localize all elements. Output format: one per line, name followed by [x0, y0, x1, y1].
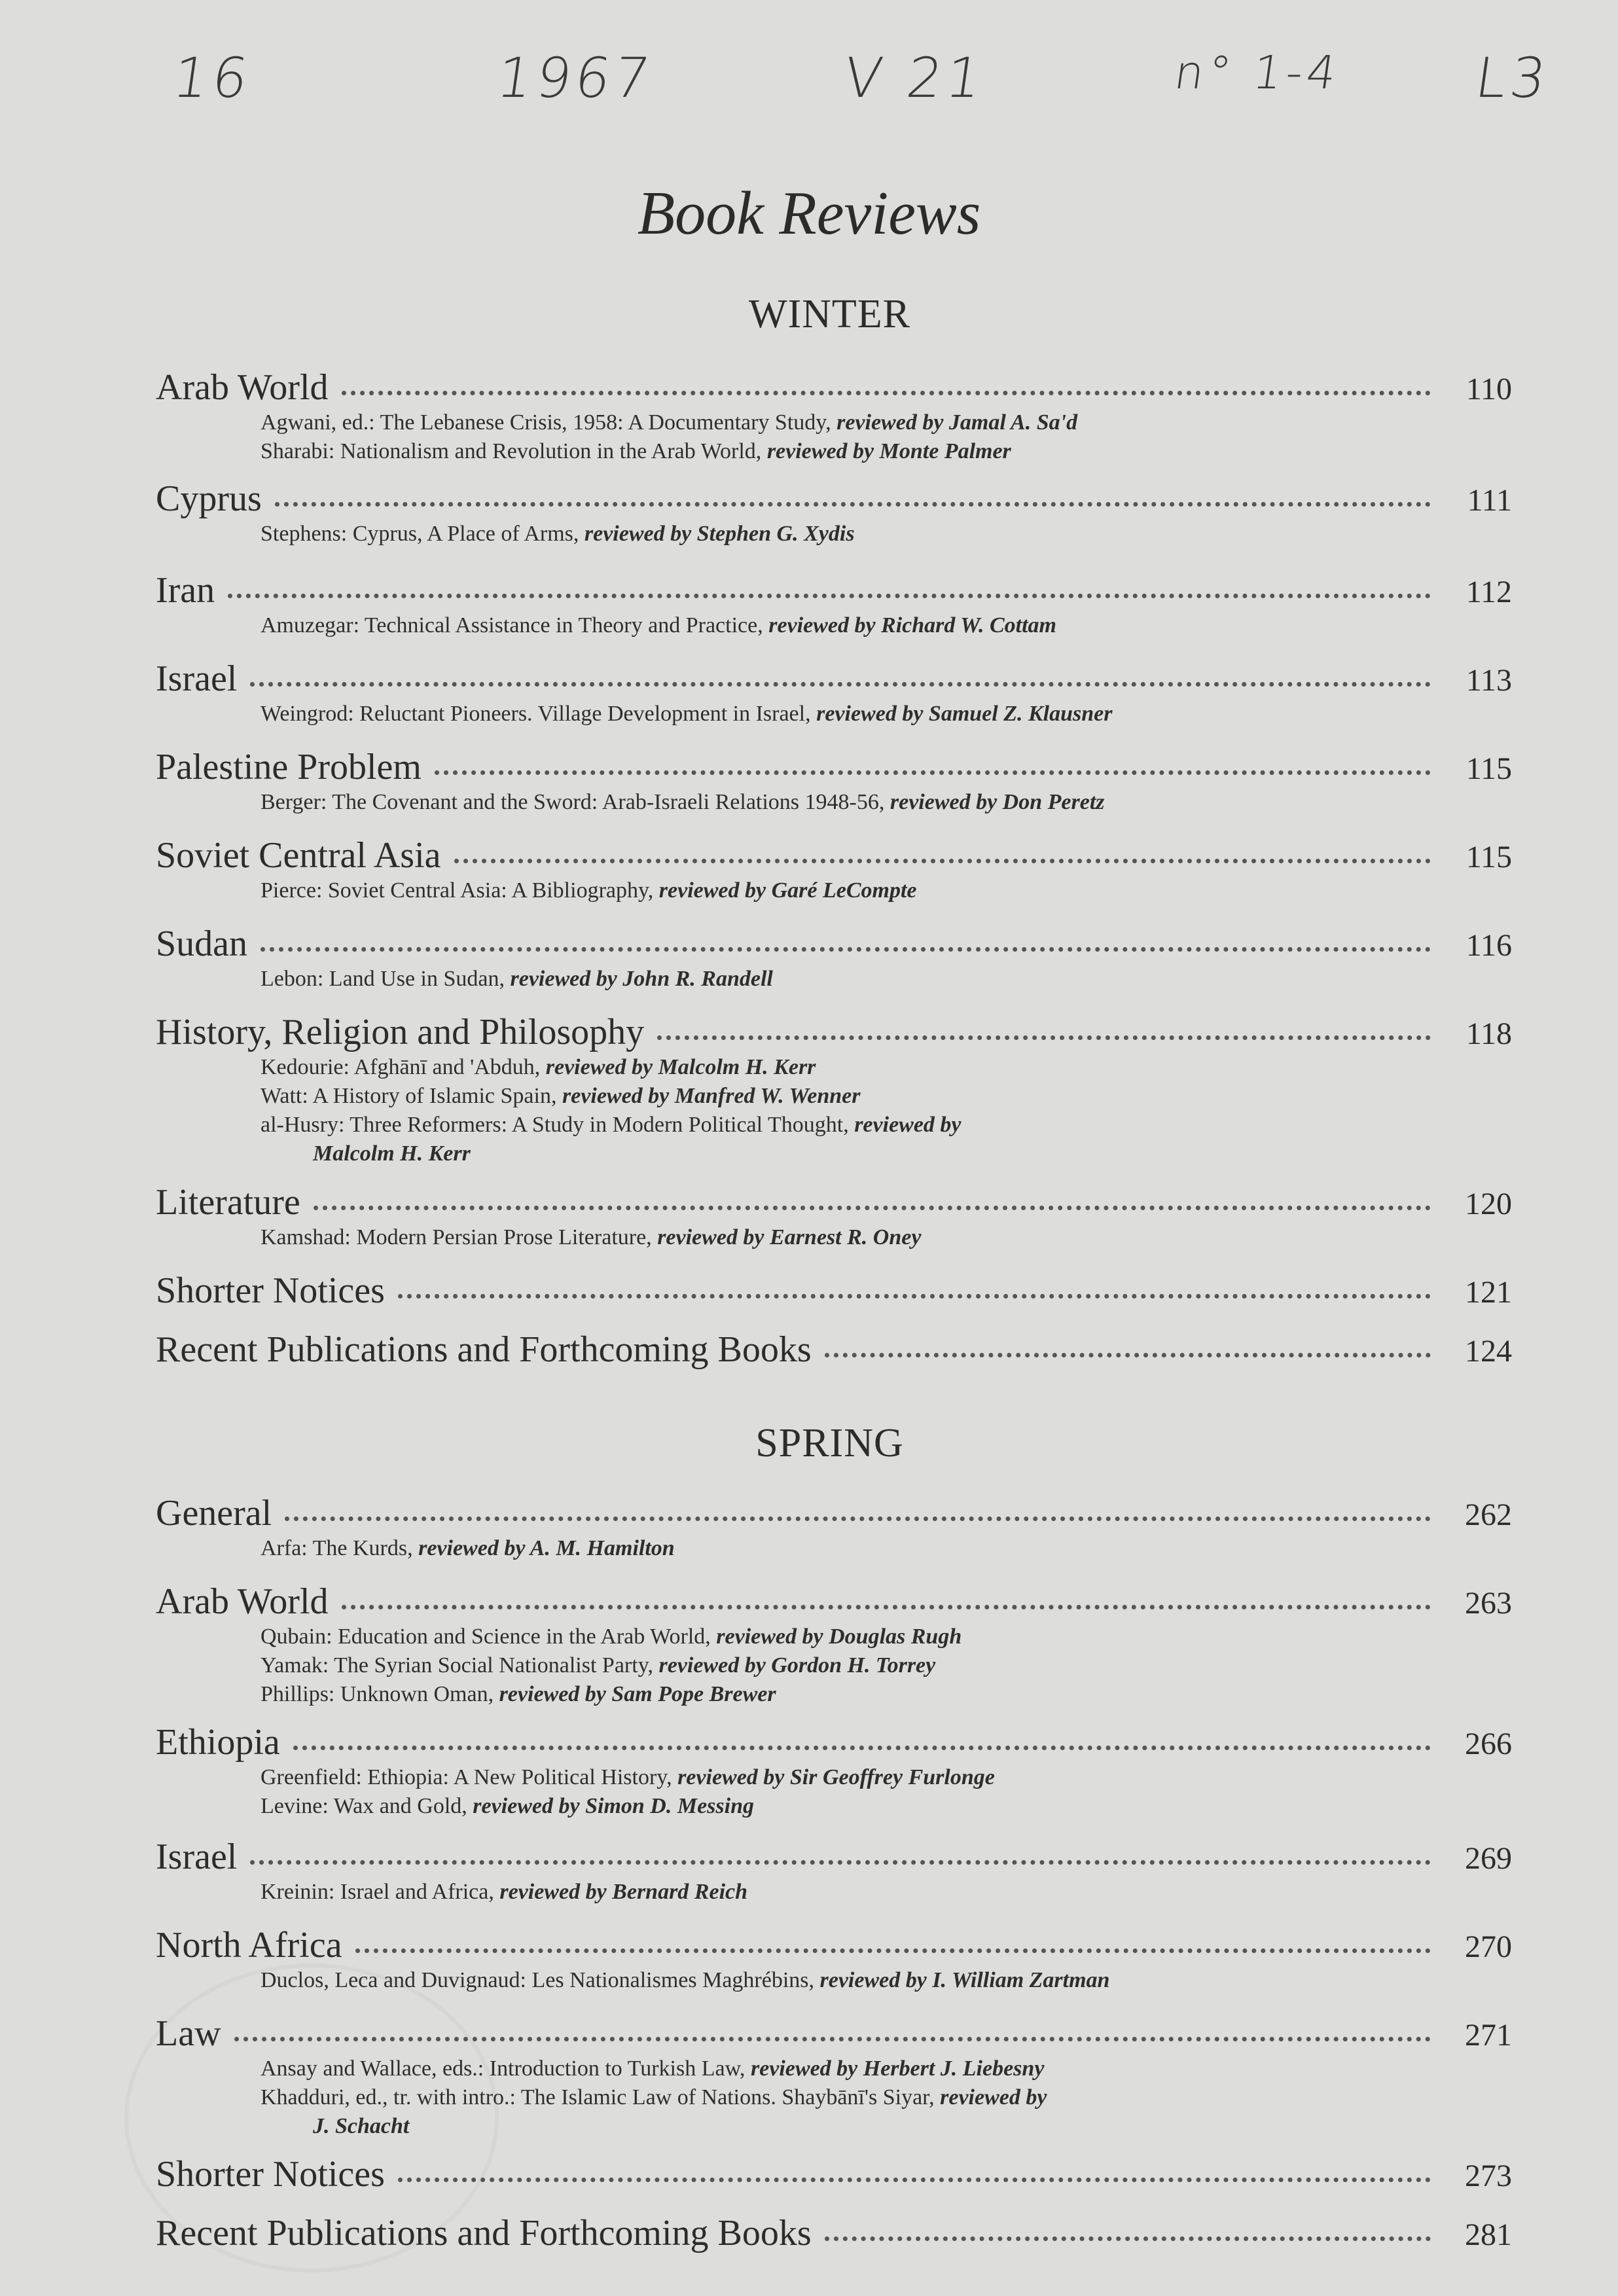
review-line [261, 1651, 1512, 1680]
entry-category: Cyprus [156, 478, 262, 519]
toc-entry [156, 1924, 1512, 1995]
entry-page-number: 111 [1467, 483, 1512, 518]
review-line [261, 1966, 1512, 1995]
review-work: Amuzegar: Technical Assistance in Theory and Practice, [261, 613, 769, 637]
dot-leader [825, 2236, 1431, 2241]
toc-entry [156, 1581, 1512, 1709]
dot-leader [250, 1860, 1431, 1865]
dot-leader [342, 1605, 1431, 1609]
review-line [261, 1680, 1512, 1709]
review-line [261, 1111, 1512, 1139]
review-reviewer: reviewed by I. William Zartman [819, 1968, 1110, 1992]
handwritten-note-2: 1967 [493, 46, 658, 110]
entry-page-number: 271 [1465, 2018, 1512, 2053]
review-line [261, 700, 1512, 728]
entry-category: Israel [156, 1837, 238, 1877]
entry-page-number: 270 [1465, 1929, 1512, 1964]
dot-leader [234, 2037, 1431, 2041]
entry-category: Arab World [156, 367, 329, 408]
entry-page-number: 121 [1465, 1275, 1512, 1310]
review-line [261, 876, 1512, 905]
toc-entry [156, 1270, 1512, 1312]
entry-page-number: 266 [1465, 1727, 1512, 1761]
review-work: Pierce: Soviet Central Asia: A Bibliography, [261, 878, 659, 903]
toc-entry [156, 746, 1512, 817]
toc-entry [156, 569, 1512, 640]
review-reviewer: reviewed by Sir Geoffrey Furlonge [677, 1765, 995, 1789]
handwritten-note-5: L3 [1471, 46, 1555, 110]
review-reviewer: reviewed by Garé LeCompte [658, 878, 917, 903]
review-line [261, 1878, 1512, 1907]
review-line [261, 2083, 1512, 2112]
entry-category: History, Religion and Philosophy [156, 1012, 645, 1052]
entry-page-number: 269 [1465, 1841, 1512, 1876]
entry-page-number: 118 [1465, 1016, 1512, 1051]
dot-leader [342, 391, 1431, 395]
toc-entry [156, 1329, 1512, 1371]
season-heading: SPRING [755, 1421, 904, 1465]
review-line [261, 1792, 1512, 1821]
review-work: Yamak: The Syrian Social Nationalist Party, [261, 1653, 659, 1677]
dot-leader [285, 1516, 1431, 1521]
toc-entry [156, 367, 1512, 466]
entry-category: Literature [156, 1182, 300, 1223]
entry-category: General [156, 1493, 272, 1534]
review-line [261, 1534, 1512, 1563]
review-reviewer: reviewed by Simon D. Messing [473, 1794, 754, 1818]
entry-page-number: 262 [1465, 1498, 1512, 1532]
entry-page-number: 115 [1465, 840, 1512, 874]
dot-leader [261, 947, 1431, 952]
entry-category: Arab World [156, 1581, 329, 1622]
entry-category: Law [156, 2013, 221, 2054]
dot-leader [250, 682, 1431, 687]
review-work: Berger: The Covenant and the Sword: Arab-Israeli Relations 1948-56, [261, 790, 890, 814]
toc-entry [156, 834, 1512, 905]
review-line [261, 1082, 1512, 1111]
review-work: Ansay and Wallace, eds.: Introduction to Turkish Law, [261, 2056, 751, 2081]
review-line [261, 965, 1512, 994]
review-work: Duclos, Leca and Duvignaud: Les Nationalismes Maghrébins, [261, 1968, 820, 1992]
dot-leader [314, 1206, 1431, 1210]
dot-leader [435, 770, 1431, 775]
review-line [261, 437, 1512, 466]
entry-page-number: 281 [1465, 2217, 1512, 2252]
toc-entry [156, 2013, 1512, 2141]
review-line [261, 1223, 1512, 1252]
review-work: Stephens: Cyprus, A Place of Arms, [261, 522, 584, 546]
handwritten-note-1: 16 [169, 46, 256, 110]
handwritten-note-4: n° 1-4 [1171, 46, 1344, 99]
handwritten-note-3: V 21 [840, 46, 990, 110]
toc-entry [156, 2153, 1512, 2195]
entry-page-number: 115 [1465, 751, 1512, 786]
review-line [261, 2112, 1512, 2141]
entry-category: Shorter Notices [156, 1270, 385, 1311]
entry-category: North Africa [156, 1925, 342, 1965]
entry-page-number: 120 [1465, 1187, 1512, 1221]
page-title: Book Reviews [637, 179, 981, 247]
review-work: Khadduri, ed., tr. with intro.: The Islamic Law of Nations. Shaybānī's Siyar, [261, 2085, 941, 2109]
review-work: Levine: Wax and Gold, [261, 1794, 473, 1818]
review-line [261, 1053, 1512, 1082]
review-work: Arfa: The Kurds, [261, 1536, 419, 1560]
entry-category: Shorter Notices [156, 2154, 385, 2195]
review-reviewer: reviewed by Jamal A. Sa'd [836, 410, 1078, 435]
toc-entry [156, 658, 1512, 728]
entry-category: Recent Publications and Forthcoming Books [156, 1329, 812, 1370]
review-work: Kreinin: Israel and Africa, [261, 1880, 500, 1904]
entry-page-number: 273 [1465, 2159, 1512, 2193]
review-work: Phillips: Unknown Oman, [261, 1682, 499, 1706]
review-reviewer: reviewed by Monte Palmer [766, 439, 1011, 463]
review-reviewer: reviewed by John R. Randell [510, 967, 773, 991]
review-reviewer: reviewed by Bernard Reich [499, 1880, 748, 1904]
review-reviewer: reviewed by Samuel Z. Klausner [816, 702, 1113, 726]
review-line [261, 611, 1512, 640]
review-reviewer: reviewed by [940, 2085, 1047, 2109]
toc-entry [156, 923, 1512, 994]
review-work: Greenfield: Ethiopia: A New Political History, [261, 1765, 678, 1789]
entry-category: Iran [156, 570, 215, 611]
review-reviewer: reviewed by A. M. Hamilton [418, 1536, 675, 1560]
review-reviewer: reviewed by [854, 1113, 962, 1137]
dot-leader [275, 502, 1431, 507]
dot-leader [398, 2178, 1431, 2182]
review-line [261, 1623, 1512, 1651]
entry-page-number: 263 [1465, 1586, 1512, 1621]
entry-page-number: 113 [1465, 663, 1512, 698]
review-line [261, 408, 1512, 437]
review-line [261, 520, 1512, 548]
review-work: Sharabi: Nationalism and Revolution in the Arab World, [261, 439, 767, 463]
review-reviewer: J. Schacht [313, 2114, 410, 2138]
review-reviewer: reviewed by Herbert J. Liebesny [750, 2056, 1045, 2081]
dot-leader [398, 1294, 1431, 1299]
review-reviewer: reviewed by Stephen G. Xydis [584, 522, 855, 546]
review-work: Qubain: Education and Science in the Arab World, [261, 1624, 717, 1649]
entry-page-number: 124 [1465, 1334, 1512, 1369]
review-work: Kamshad: Modern Persian Prose Literature, [261, 1225, 658, 1249]
review-line [261, 1139, 1512, 1168]
review-work: Weingrod: Reluctant Pioneers. Village Development in Israel, [261, 702, 817, 726]
review-work: Kedourie: Afghānī and 'Abduh, [261, 1055, 546, 1079]
review-reviewer: Malcolm H. Kerr [313, 1141, 471, 1166]
dot-leader [454, 859, 1431, 863]
review-line [261, 788, 1512, 817]
toc-entry [156, 1011, 1512, 1168]
entry-category: Recent Publications and Forthcoming Books [156, 2213, 812, 2253]
entry-category: Ethiopia [156, 1722, 280, 1763]
dot-leader [825, 1353, 1431, 1357]
entry-category: Sudan [156, 924, 247, 964]
toc-entry [156, 1492, 1512, 1563]
toc-entry [156, 478, 1512, 548]
entry-category: Palestine Problem [156, 747, 422, 787]
review-work: Watt: A History of Islamic Spain, [261, 1084, 562, 1108]
dot-leader [293, 1746, 1431, 1750]
season-heading: WINTER [748, 292, 911, 336]
review-reviewer: reviewed by Don Peretz [890, 790, 1105, 814]
review-line [261, 2054, 1512, 2083]
dot-leader [228, 594, 1431, 598]
toc-entry [156, 1181, 1512, 1252]
review-reviewer: reviewed by Sam Pope Brewer [499, 1682, 776, 1706]
entry-page-number: 110 [1465, 372, 1512, 406]
entry-category: Soviet Central Asia [156, 835, 441, 876]
review-reviewer: reviewed by Earnest R. Oney [657, 1225, 922, 1249]
review-reviewer: reviewed by Gordon H. Torrey [658, 1653, 936, 1677]
review-reviewer: reviewed by Douglas Rugh [716, 1624, 962, 1649]
review-reviewer: reviewed by Manfred W. Wenner [562, 1084, 861, 1108]
review-work: Lebon: Land Use in Sudan, [261, 967, 511, 991]
review-line [261, 1763, 1512, 1792]
toc-entry [156, 1836, 1512, 1907]
review-reviewer: reviewed by Malcolm H. Kerr [545, 1055, 816, 1079]
review-work: Agwani, ed.: The Lebanese Crisis, 1958: A Documentary Study, [261, 410, 837, 435]
entry-page-number: 112 [1465, 575, 1512, 609]
review-reviewer: reviewed by Richard W. Cottam [768, 613, 1056, 637]
dot-leader [355, 1948, 1431, 1953]
entry-category: Israel [156, 658, 238, 699]
toc-entry [156, 1721, 1512, 1821]
dot-leader [657, 1035, 1431, 1040]
toc-entry [156, 2212, 1512, 2254]
review-work: al-Husry: Three Reformers: A Study in Modern Political Thought, [261, 1113, 855, 1137]
entry-page-number: 116 [1465, 928, 1512, 963]
